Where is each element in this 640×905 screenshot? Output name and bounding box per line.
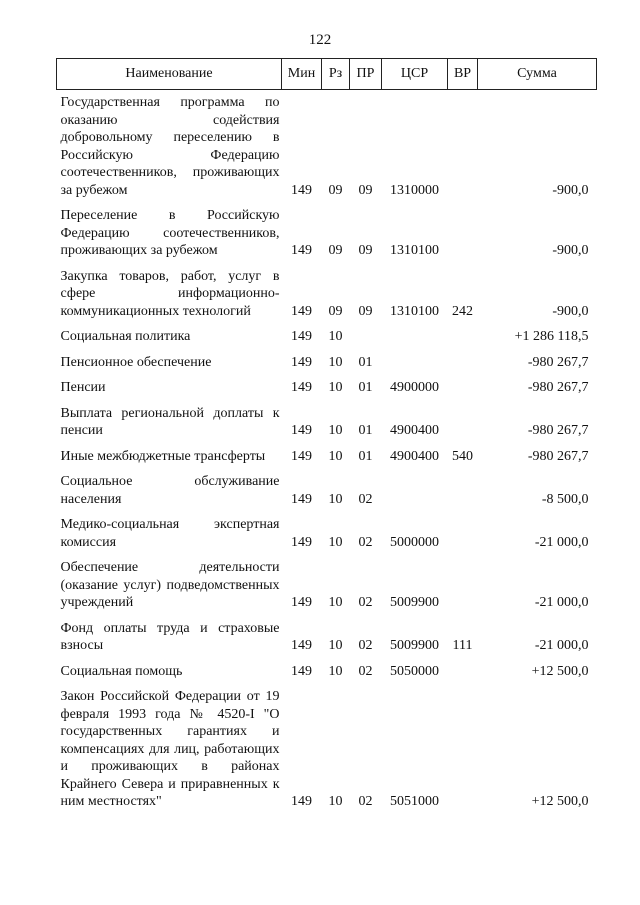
row-name: Социальная помощь xyxy=(60,663,183,679)
row-rz: 09 xyxy=(328,243,343,258)
row-min: 149 xyxy=(291,491,312,507)
row-sum: -980 267,7 xyxy=(527,423,589,438)
row-rz: 09 xyxy=(328,182,343,198)
row-min: 149 xyxy=(291,380,312,395)
row-rz: 10 xyxy=(328,380,343,395)
row-pr: 02 xyxy=(358,534,373,550)
row-name: Социальная политика xyxy=(60,329,191,344)
row-min: 149 xyxy=(291,448,312,464)
row-pr: 09 xyxy=(358,303,373,319)
table-row xyxy=(57,616,597,659)
row-csr xyxy=(382,324,448,350)
row-vr xyxy=(448,555,478,616)
row-vr xyxy=(448,469,478,512)
row-name: Пенсии xyxy=(60,380,106,395)
table-row xyxy=(57,203,597,264)
header-min: Мин xyxy=(282,59,322,90)
row-vr xyxy=(448,203,478,264)
row-name: Закупка товаров, работ, услуг в сфере информационно-коммуникационных технологий xyxy=(60,268,280,319)
table-row xyxy=(57,512,597,555)
row-csr: 4900400 xyxy=(390,448,439,464)
header-pr: ПР xyxy=(350,59,382,90)
row-vr xyxy=(448,375,478,401)
row-rz: 09 xyxy=(328,303,343,319)
row-pr: 09 xyxy=(358,182,373,198)
row-pr: 01 xyxy=(358,354,373,370)
row-vr xyxy=(448,324,478,350)
row-pr: 02 xyxy=(358,595,373,610)
row-vr xyxy=(448,350,478,376)
row-sum: +12 500,0 xyxy=(531,663,589,679)
row-csr: 5009900 xyxy=(390,638,439,653)
row-name: Выплата региональной доплаты к пенсии xyxy=(60,405,280,438)
row-vr xyxy=(448,659,478,685)
row-vr xyxy=(448,512,478,555)
row-vr xyxy=(448,90,478,204)
row-name: Закон Российской Федерации от 19 февраля 1993 года № 4520-I "О государственных гарантиях и компенсациях для лиц, работающих и проживающих в районах Крайнего Севера и приравненных к ним местностях" xyxy=(60,689,280,809)
table-row xyxy=(57,324,597,350)
row-min: 149 xyxy=(291,534,312,550)
row-vr: 540 xyxy=(452,448,473,464)
table-row xyxy=(57,555,597,616)
row-pr: 02 xyxy=(358,638,373,653)
row-pr: 02 xyxy=(358,663,373,679)
header-name: Наименование xyxy=(57,59,282,90)
row-csr: 5000000 xyxy=(390,534,439,550)
row-name: Переселение в Российскую Федерацию соотечественников, проживающих за рубежом xyxy=(60,208,280,258)
row-sum: -21 000,0 xyxy=(534,638,589,653)
table-row xyxy=(57,444,597,470)
row-csr: 5051000 xyxy=(390,794,439,809)
row-sum: +12 500,0 xyxy=(531,794,589,809)
row-name: Фонд оплаты труда и страховые взносы xyxy=(60,620,280,653)
row-name: Медико-социальная экспертная комиссия xyxy=(60,517,280,550)
row-rz: 10 xyxy=(328,354,343,370)
table-row xyxy=(57,401,597,444)
row-rz: 10 xyxy=(328,329,343,344)
row-rz: 10 xyxy=(328,595,343,610)
row-csr: 1310100 xyxy=(390,243,439,258)
budget-table xyxy=(56,58,597,815)
row-csr: 4900400 xyxy=(390,423,439,438)
row-pr xyxy=(350,324,382,350)
row-sum: -980 267,7 xyxy=(527,380,589,395)
row-min: 149 xyxy=(291,329,312,344)
row-csr xyxy=(382,469,448,512)
row-name: Государственная программа по оказанию содействия добровольному переселению в Российскую Федерацию соотечественников, проживающих за рубежом xyxy=(60,95,280,198)
row-rz: 10 xyxy=(328,638,343,653)
row-pr: 02 xyxy=(358,491,373,507)
row-pr: 09 xyxy=(358,243,373,258)
row-csr: 1310000 xyxy=(390,182,439,198)
table-row xyxy=(57,350,597,376)
page-number: 122 xyxy=(308,32,332,48)
table-row xyxy=(57,375,597,401)
row-sum: -8 500,0 xyxy=(541,491,589,507)
row-sum: -900,0 xyxy=(552,243,589,258)
row-rz: 10 xyxy=(328,794,343,809)
row-name: Пенсионное обеспечение xyxy=(60,354,212,370)
row-rz: 10 xyxy=(328,663,343,679)
row-min: 149 xyxy=(291,354,312,370)
row-min: 149 xyxy=(291,794,312,809)
table-row xyxy=(57,659,597,685)
row-pr: 01 xyxy=(358,380,373,395)
header-csr: ЦСР xyxy=(382,59,448,90)
row-min: 149 xyxy=(291,638,312,653)
row-sum: -900,0 xyxy=(552,182,589,198)
row-vr xyxy=(448,401,478,444)
row-pr: 01 xyxy=(358,448,373,464)
table-row xyxy=(57,264,597,325)
row-pr: 01 xyxy=(358,423,373,438)
row-min: 149 xyxy=(291,595,312,610)
row-name: Социальное обслуживание населения xyxy=(60,474,280,507)
row-csr: 5050000 xyxy=(390,663,439,679)
row-vr xyxy=(448,684,478,815)
row-sum: -980 267,7 xyxy=(527,448,589,464)
row-csr: 4900000 xyxy=(390,380,439,395)
row-rz: 10 xyxy=(328,423,343,438)
row-name: Обеспечение деятельности (оказание услуг) подведомственных учреждений xyxy=(60,560,280,610)
table-row xyxy=(57,469,597,512)
row-min: 149 xyxy=(291,663,312,679)
row-rz: 10 xyxy=(328,491,343,507)
row-sum: +1 286 118,5 xyxy=(514,329,589,344)
row-min: 149 xyxy=(291,423,312,438)
row-min: 149 xyxy=(291,303,312,319)
row-sum: -900,0 xyxy=(552,303,589,319)
table-row xyxy=(57,684,597,815)
row-min: 149 xyxy=(291,182,312,198)
row-vr: 111 xyxy=(452,638,473,653)
header-sum: Сумма xyxy=(478,59,597,90)
row-min: 149 xyxy=(291,243,312,258)
row-rz: 10 xyxy=(328,448,343,464)
row-pr: 02 xyxy=(358,794,373,809)
row-csr: 5009900 xyxy=(390,595,439,610)
row-rz: 10 xyxy=(328,534,343,550)
header-rz: Рз xyxy=(322,59,350,90)
row-csr xyxy=(382,350,448,376)
table-row xyxy=(57,90,597,204)
row-vr: 242 xyxy=(452,303,473,319)
row-sum: -980 267,7 xyxy=(527,354,589,370)
row-sum: -21 000,0 xyxy=(534,534,589,550)
row-sum: -21 000,0 xyxy=(534,595,589,610)
header-vr: ВР xyxy=(448,59,478,90)
table-header-row xyxy=(57,59,597,90)
row-name: Иные межбюджетные трансферты xyxy=(60,448,266,464)
row-csr: 1310100 xyxy=(390,303,439,319)
